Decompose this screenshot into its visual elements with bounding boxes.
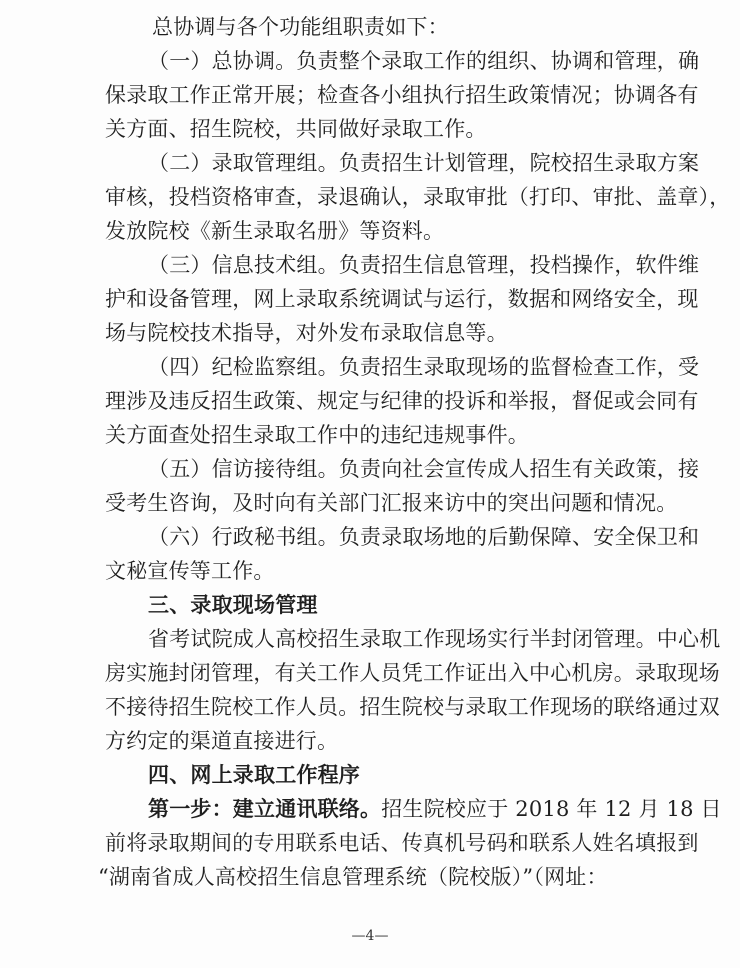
paragraph-line: 受考生咨询，及时向有关部门汇报来访中的突出问题和情况。 xyxy=(105,491,678,515)
step-one-label: 第一步：建立通讯联络。 xyxy=(148,796,382,821)
paragraph-line: （四）纪检监察组。负责招生录取现场的监督检查工作，受 xyxy=(148,355,700,379)
paragraph-line: 不接待招生院校工作人员。招生院校与录取工作现场的联络通过双 xyxy=(105,695,720,719)
paragraph-line: 护和设备管理，网上录取系统调试与运行，数据和网络安全，现 xyxy=(105,287,699,311)
paragraph-line: 保录取工作正常开展；检查各小组执行招生政策情况；协调各有 xyxy=(105,83,699,107)
paragraph-line: 房实施封闭管理，有关工作人员凭工作证出入中心机房。录取现场 xyxy=(105,661,720,685)
paragraph-line: 关方面、招生院校，共同做好录取工作。 xyxy=(105,117,487,141)
paragraph-line: （二）录取管理组。负责招生计划管理，院校招生录取方案 xyxy=(148,151,700,175)
section-heading-4: 四、网上录取工作程序 xyxy=(148,763,360,787)
paragraph-line: 审核，投档资格审查，录退确认，录取审批（打印、审批、盖章）， xyxy=(105,185,731,209)
step-one-line xyxy=(0,792,740,826)
paragraph-line: 文秘宣传等工作。 xyxy=(105,559,275,583)
paragraph-line: 理涉及违反招生政策、规定与纪律的投诉和举报，督促或会同有 xyxy=(105,389,699,413)
paragraph-line: “湖南省成人高校招生信息管理系统（院校版）”（网址： xyxy=(98,865,608,889)
page-number: —4— xyxy=(351,928,389,944)
intro-line: 总协调与各个功能组职责如下： xyxy=(152,15,449,39)
paragraph-line: （五）信访接待组。负责向社会宣传成人招生有关政策，接 xyxy=(148,457,700,481)
paragraph-line: 省考试院成人高校招生录取工作现场实行半封闭管理。中心机 xyxy=(148,627,721,651)
paragraph-line: （一）总协调。负责整个录取工作的组织、协调和管理，确 xyxy=(148,49,700,73)
paragraph-line: （六）行政秘书组。负责录取场地的后勤保障、安全保卫和 xyxy=(148,525,700,549)
paragraph-line: 场与院校技术指导，对外发布录取信息等。 xyxy=(105,321,508,345)
paragraph-line: 发放院校《新生录取名册》等资料。 xyxy=(105,219,445,243)
paragraph-line: 前将录取期间的专用联系电话、传真机号码和联系人姓名填报到 xyxy=(105,831,699,855)
paragraph-line: 关方面查处招生录取工作中的违纪违规事件。 xyxy=(105,423,529,447)
paragraph-line: 方约定的渠道直接进行。 xyxy=(105,729,339,753)
paragraph-line: （三）信息技术组。负责招生信息管理，投档操作，软件维 xyxy=(148,253,700,277)
section-heading-3: 三、录取现场管理 xyxy=(148,593,318,617)
step-one-text: 招生院校应于 2018 年 12 月 18 日 xyxy=(381,797,722,821)
